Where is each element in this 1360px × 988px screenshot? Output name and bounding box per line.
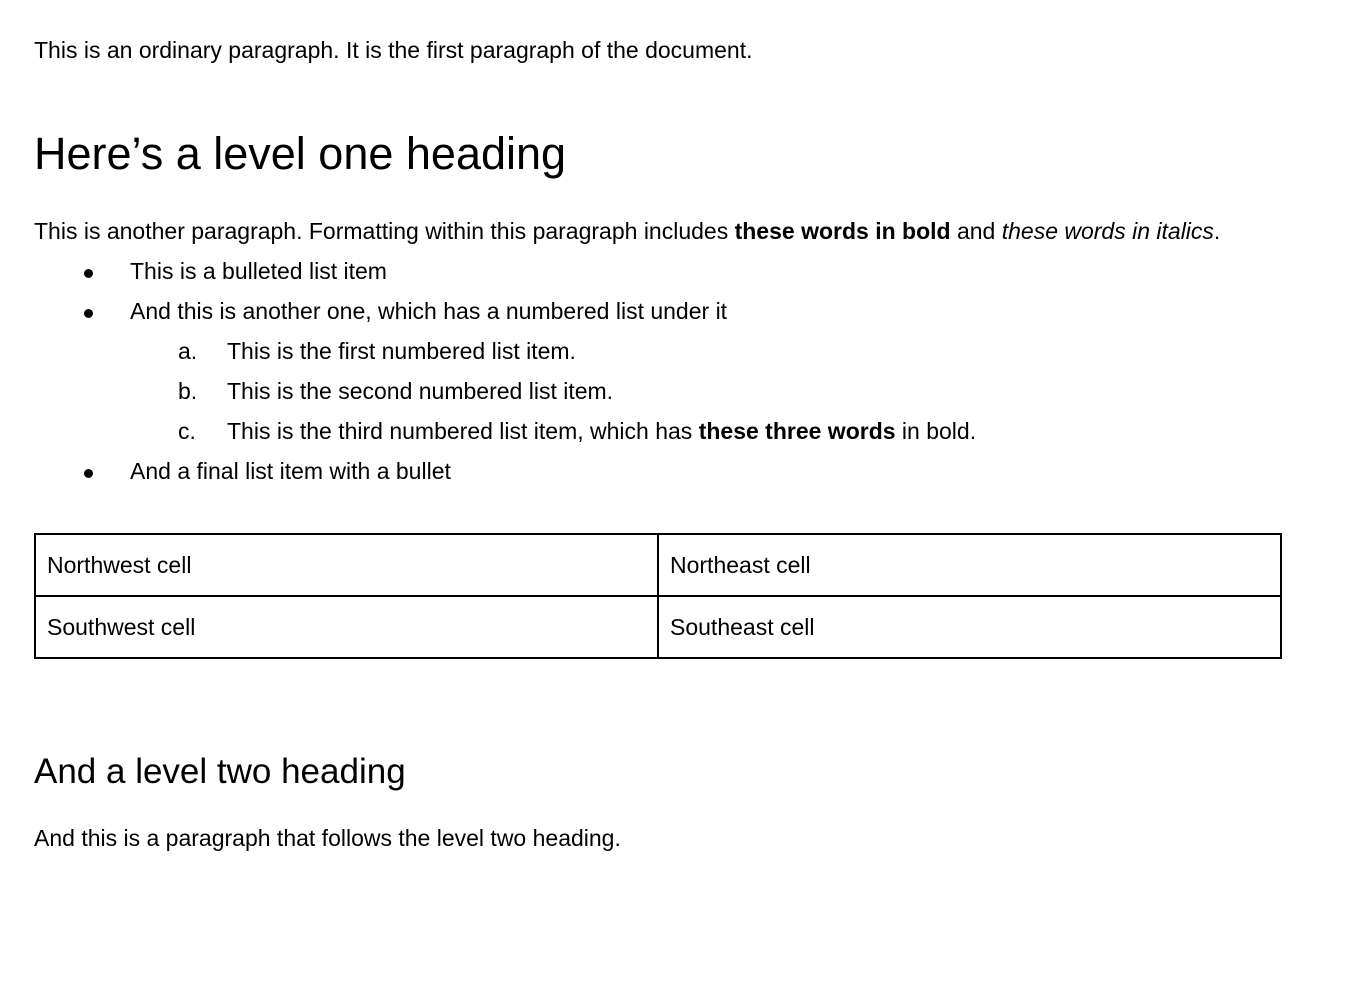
document-list bbox=[34, 251, 1282, 491]
bullet-icon bbox=[84, 469, 93, 478]
table-row bbox=[35, 596, 1281, 658]
formatted-paragraph-middle: and bbox=[950, 218, 1002, 244]
list-marker: c. bbox=[178, 418, 196, 444]
list-marker: b. bbox=[178, 378, 198, 404]
table-row bbox=[35, 534, 1281, 596]
list-item-text: And a final list item with a bullet bbox=[130, 458, 451, 484]
list-item-numbered bbox=[34, 371, 1282, 411]
list-item-text: And this is another one, which has a numbered list under it bbox=[130, 298, 728, 324]
list-item-text: This is a bulleted list item bbox=[130, 258, 387, 284]
list-item-text: This is the first numbered list item. bbox=[227, 338, 576, 364]
list-item bbox=[34, 291, 1282, 331]
table-cell-southeast: Southeast cell bbox=[658, 596, 1281, 658]
bullet-icon bbox=[84, 269, 93, 278]
list-item bbox=[34, 451, 1282, 491]
italic-text-span: these words in italics bbox=[1001, 218, 1214, 244]
bold-text-span: these words in bold bbox=[734, 218, 951, 244]
formatted-paragraph-lead: This is another paragraph. Formatting within this paragraph includes bbox=[34, 218, 735, 244]
list-marker: a. bbox=[178, 338, 198, 364]
list-item-text: This is the second numbered list item. bbox=[227, 378, 614, 404]
closing-paragraph: And this is a paragraph that follows the level two heading. bbox=[34, 825, 621, 851]
document-table bbox=[34, 533, 1282, 659]
table-cell-northeast: Northeast cell bbox=[658, 534, 1281, 596]
intro-paragraph: This is an ordinary paragraph. It is the first paragraph of the document. bbox=[34, 37, 753, 63]
heading-level-one: Here’s a level one heading bbox=[34, 128, 567, 179]
heading-level-two: And a level two heading bbox=[34, 752, 406, 791]
table-cell-southwest: Southwest cell bbox=[35, 596, 658, 658]
table-cell-northwest: Northwest cell bbox=[35, 534, 658, 596]
list-item-text: in bold. bbox=[895, 418, 977, 444]
list-item bbox=[34, 251, 1282, 291]
list-item-text: This is the third numbered list item, which has bbox=[227, 418, 699, 444]
formatted-paragraph bbox=[34, 211, 1282, 251]
list-item-numbered bbox=[34, 331, 1282, 371]
formatted-paragraph-tail: . bbox=[1213, 218, 1221, 244]
list-item-numbered bbox=[34, 411, 1282, 451]
bold-text-span: these three words bbox=[698, 418, 896, 444]
bullet-icon bbox=[84, 309, 93, 318]
